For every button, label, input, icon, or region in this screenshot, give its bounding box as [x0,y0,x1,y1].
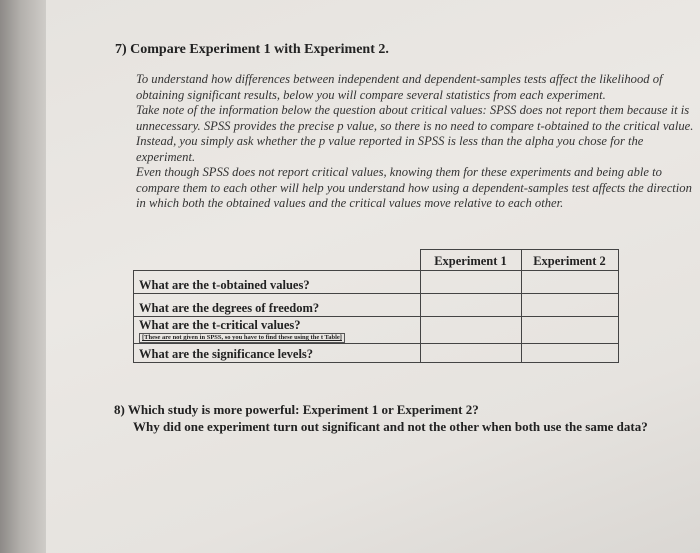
row-question: What are the t-critical values? [139,318,301,332]
table-header-row [134,250,619,271]
answer-cell-exp1[interactable] [420,344,521,363]
table-row [134,294,619,317]
row-question: What are the degrees of freedom? [134,294,421,317]
answer-cell-exp1[interactable] [420,294,521,317]
instructions-paragraph-2: Take note of the information below the question about critical values: SPSS does not report them because it is unnecessary. SPSS provides the precise p value, so there is no need to compare t-obtained to the critical value. Instead, you simply ask whether the p value reported in SPSS is less than the alpha you chose for the experiment. [136,103,694,164]
instructions-paragraph-3: Even though SPSS does not report critical values, knowing them for these experiments and being able to compare them to each other will help you understand how using a dependent-samples test affects the direction in which both the obtained values and the critical values move relative to each other. [136,165,692,210]
answer-cell-exp2[interactable] [521,294,618,317]
instructions-paragraph-1: To understand how differences between independent and dependent-samples tests affect the likelihood of obtaining significant results, below you will compare several statistics from each experiment. [136,72,663,102]
comparison-table [133,249,619,363]
table-row [134,317,619,344]
answer-cell-exp2[interactable] [521,344,618,363]
answer-cell-exp2[interactable] [521,271,618,294]
table-row [134,271,619,294]
t-table-note: [These are not given in SPSS, so you have to find these using the t Table] [139,333,345,343]
header-experiment-1: Experiment 1 [420,250,521,271]
question-7-heading: 7) Compare Experiment 1 with Experiment 2. [115,42,389,57]
question-8 [114,401,648,435]
question-7-instructions [136,72,696,212]
row-question: What are the t-obtained values? [134,271,421,294]
answer-cell-exp1[interactable] [420,317,521,344]
question-8-line-1: 8) Which study is more powerful: Experiment 1 or Experiment 2? [114,402,479,417]
header-blank-cell [134,250,421,271]
row-question-cell [134,317,421,344]
answer-cell-exp1[interactable] [420,271,521,294]
question-8-line-2: Why did one experiment turn out significant and not the other when both use the same data? [133,419,648,434]
row-question: What are the significance levels? [134,344,421,363]
table-row [134,344,619,363]
header-experiment-2: Experiment 2 [521,250,618,271]
answer-cell-exp2[interactable] [521,317,618,344]
page-binding-shadow [0,0,46,553]
